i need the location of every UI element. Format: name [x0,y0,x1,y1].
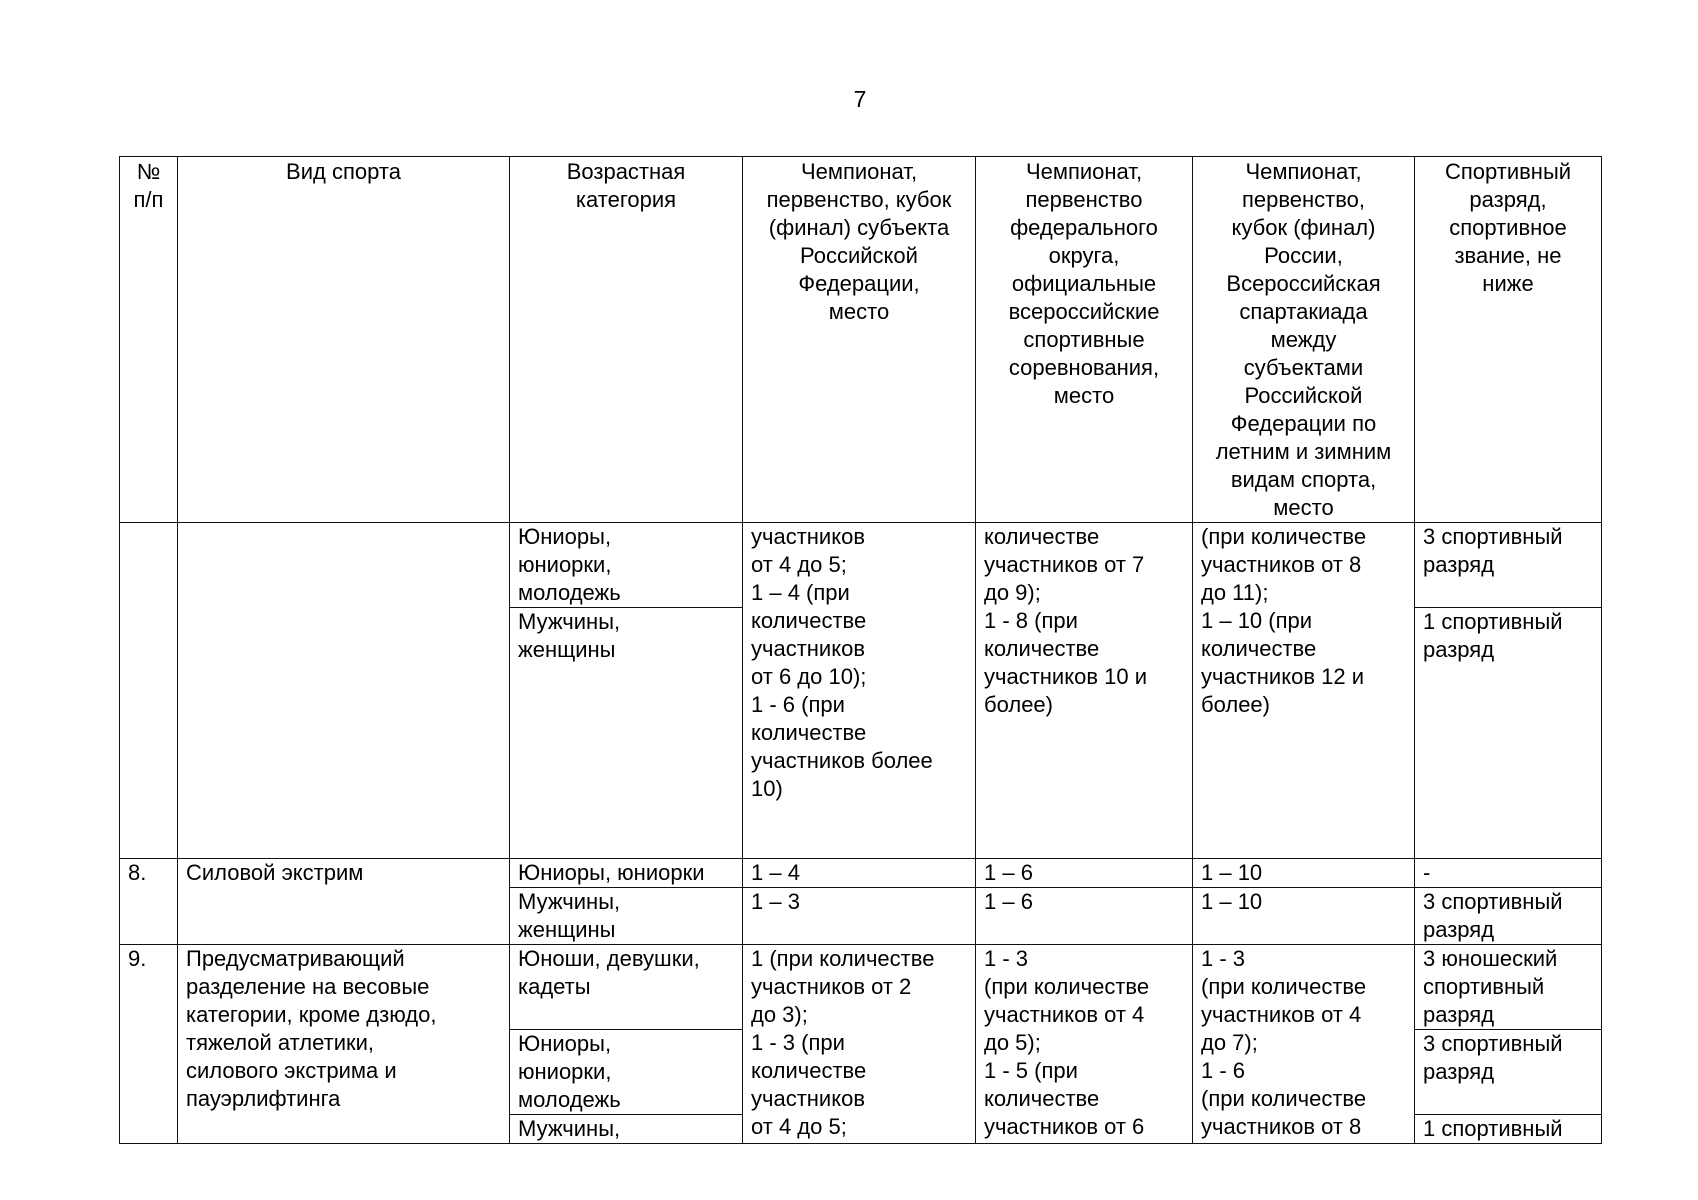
cell-number-empty [120,523,178,859]
cell-district-places: 1 - 3 (при количестве участников от 4 до 5); 1 - 5 (при количестве участников от 6 [976,945,1193,1144]
header-number: № п/п [120,157,178,523]
cell-rank-men: 1 спортивный [1415,1115,1602,1144]
table-row [120,523,1602,608]
cell-subject-places: 1 – 3 [743,888,976,945]
page-number: 7 [853,86,867,112]
sports-rank-table [119,156,1602,1144]
table-header-row [120,157,1602,523]
header-russia-championship: Чемпионат, первенство, кубок (финал) России, Всероссийская спартакиада между субъектами Российской Федерации по летним и зимним видам спорта, место [1193,157,1415,523]
header-federal-district-championship: Чемпионат, первенство федерального округа, официальные всероссийские спортивные соревнования, место [976,157,1193,523]
header-sport-rank: Спортивный разряд, спортивное звание, не ниже [1415,157,1602,523]
cell-district-places: 1 – 6 [976,888,1193,945]
cell-age-men: Мужчины, [510,1115,743,1144]
header-subject-championship: Чемпионат, первенство, кубок (финал) субъекта Российской Федерации, место [743,157,976,523]
cell-age-juniors: Юниоры, юниорки [510,859,743,888]
table-row [120,945,1602,1030]
cell-age-men: Мужчины, женщины [510,608,743,859]
cell-russia-places: (при количестве участников от 8 до 11); 1 – 10 (при количестве участников 12 и более) [1193,523,1415,859]
cell-age-youth: Юноши, девушки, кадеты [510,945,743,1030]
cell-russia-places: 1 – 10 [1193,888,1415,945]
cell-rank: 3 спортивный разряд [1415,888,1602,945]
cell-subject-places: 1 (при количестве участников от 2 до 3); 1 - 3 (при количестве участников от 4 до 5; [743,945,976,1144]
cell-rank-juniors: 3 спортивный разряд [1415,1030,1602,1115]
cell-number-9: 9. [120,945,178,1144]
cell-russia-places: 1 - 3 (при количестве участников от 4 до 7); 1 - 6 (при количестве участников от 8 [1193,945,1415,1144]
cell-russia-places: 1 – 10 [1193,859,1415,888]
cell-age-juniors: Юниоры, юниорки, молодежь [510,523,743,608]
cell-age-juniors: Юниоры, юниорки, молодежь [510,1030,743,1115]
cell-sport-strength-extreme: Силовой экстрим [178,859,510,945]
table-row [120,859,1602,888]
header-sport: Вид спорта [178,157,510,523]
cell-rank-youth: 3 юношеский спортивный разряд [1415,945,1602,1030]
cell-rank-men: 1 спортивный разряд [1415,608,1602,859]
cell-district-places: 1 – 6 [976,859,1193,888]
cell-number-8: 8. [120,859,178,945]
cell-sport-empty [178,523,510,859]
cell-age-men: Мужчины, женщины [510,888,743,945]
cell-district-places: количестве участников от 7 до 9); 1 - 8 (при количестве участников 10 и более) [976,523,1193,859]
cell-sport-weight-categories: Предусматривающий разделение на весовые категории, кроме дзюдо, тяжелой атлетики, силового экстрима и пауэрлифтинга [178,945,510,1144]
cell-rank-juniors: 3 спортивный разряд [1415,523,1602,608]
cell-subject-places: участников от 4 до 5; 1 – 4 (при количестве участников от 6 до 10); 1 - 6 (при количестве участников более 10) [743,523,976,859]
cell-rank: - [1415,859,1602,888]
cell-subject-places: 1 – 4 [743,859,976,888]
header-age-category: Возрастная категория [510,157,743,523]
